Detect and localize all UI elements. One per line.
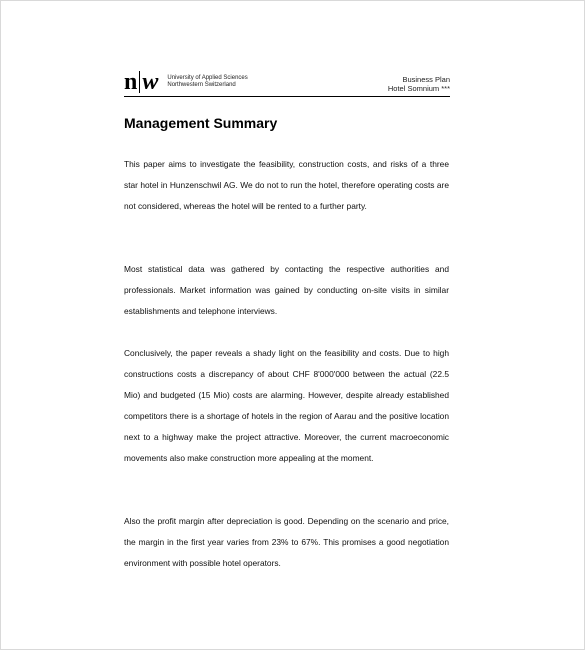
logo-mark [124, 70, 158, 94]
logo-divider [139, 71, 140, 93]
logo-letter-w: w [142, 69, 159, 95]
institution-line-2: Northwestern Switzerland [167, 82, 236, 88]
paragraph-4: Also the profit margin after depreciation is good. Depending on the scenario and price, the margin in the first year varies from 23% to 67%. This promises a good negotiation environment with possible hotel operators. [124, 516, 449, 568]
document-label [388, 75, 450, 93]
doc-subject: Hotel Somnium *** [387, 84, 450, 93]
doc-type: Business Plan [402, 75, 450, 84]
logo-letter-n: n [124, 69, 138, 95]
paragraph-1: This paper aims to investigate the feasibility, construction costs, and risks of a three star hotel in Hunzenschwil AG. We do not to run the hotel, therefore operating costs are not considered, whereas the hotel will be rented to a further party. [124, 159, 449, 211]
page-title: Management Summary [124, 115, 278, 131]
university-logo [124, 70, 248, 94]
header-rule [124, 96, 450, 97]
paragraph-3: Conclusively, the paper reveals a shady light on the feasibility and costs. Due to high constructions costs a discrepancy of about CHF 8'000'000 between the actual (22.5 Mio) and budgeted (15 Mio) costs are alarming. However, despite already established competitors there is a shortage of hotels in the region of Aarau and the positive location next to a highway make the project attractive. Moreover, the current macroeconomic movements also make construction more appealing at the moment. [124, 348, 449, 463]
paragraph-2: Most statistical data was gathered by contacting the respective authorities and professionals. Market information was gained by conducting on-site visits in similar establishments and telephone interviews. [124, 264, 449, 316]
page-header [124, 70, 450, 98]
institution-name [167, 75, 247, 89]
institution-line-1: University of Applied Sciences [167, 75, 248, 81]
